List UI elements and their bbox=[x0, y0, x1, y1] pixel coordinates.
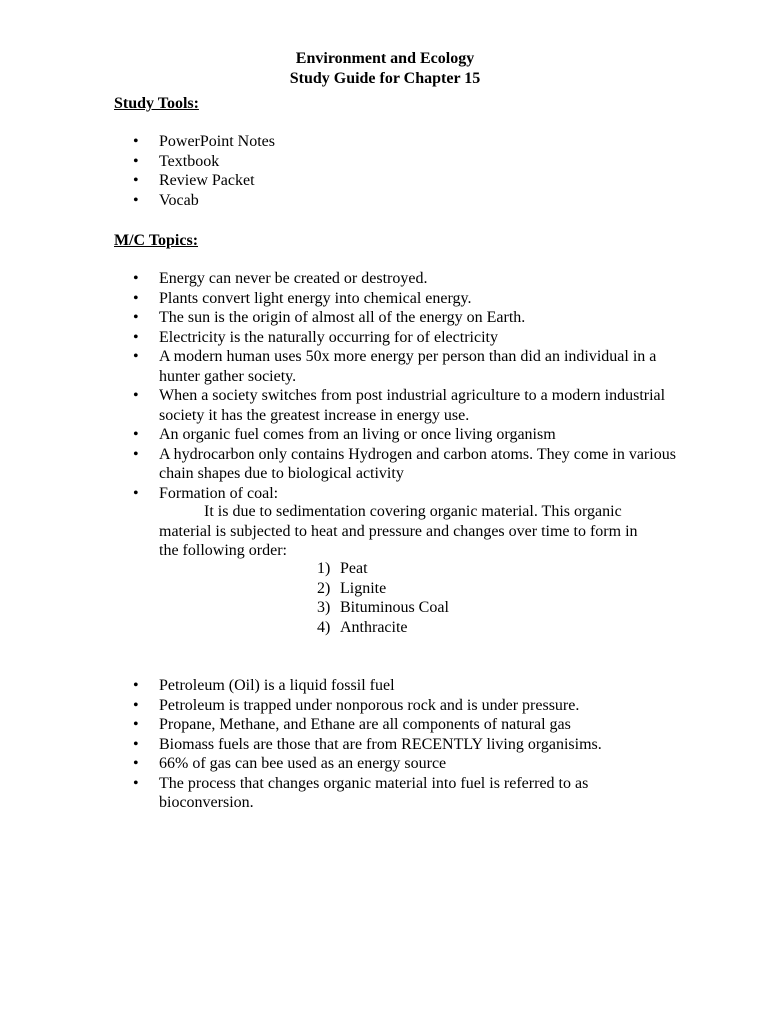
mc-topics-list-a bbox=[0, 269, 679, 503]
list-item-text: Energy can never be created or destroyed. bbox=[159, 270, 428, 287]
list-item bbox=[0, 676, 679, 696]
coal-stage-label: Anthracite bbox=[340, 618, 408, 636]
coal-formation-paragraph bbox=[159, 502, 659, 561]
list-item bbox=[0, 754, 679, 774]
bullet-icon: • bbox=[133, 484, 139, 502]
coal-stage-number: 3) bbox=[317, 599, 331, 616]
list-item-text: Vocab bbox=[159, 191, 199, 209]
list-item-text: A hydrocarbon only contains Hydrogen and carbon atoms. They come in various chain shapes due to biological activity bbox=[159, 445, 676, 482]
list-item bbox=[0, 269, 679, 289]
bullet-icon: • bbox=[133, 152, 139, 170]
list-item-text: Petroleum (Oil) is a liquid fossil fuel bbox=[159, 677, 395, 694]
coal-stage-label: Bituminous Coal bbox=[340, 599, 449, 616]
bullet-icon: • bbox=[133, 445, 139, 463]
coal-stage-number: 2) bbox=[317, 579, 331, 597]
list-item-text: Petroleum is trapped under nonporous rock and is under pressure. bbox=[159, 696, 580, 714]
bullet-icon: • bbox=[133, 270, 139, 287]
list-item bbox=[0, 152, 679, 172]
list-item bbox=[0, 715, 679, 735]
list-item bbox=[0, 445, 679, 484]
list-item-text: A modern human uses 50x more energy per person than did an individual in a hunter gather society. bbox=[159, 348, 657, 385]
bullet-icon: • bbox=[133, 191, 139, 209]
list-item bbox=[0, 774, 679, 813]
list-item-text: Electricity is the naturally occurring for of electricity bbox=[159, 328, 498, 346]
coal-stage-number: 1) bbox=[317, 560, 331, 577]
list-item bbox=[0, 289, 679, 309]
list-item-text: 66% of gas can bee used as an energy source bbox=[159, 755, 447, 772]
coal-stage-label: Peat bbox=[340, 560, 368, 577]
coal-order-list bbox=[0, 559, 449, 637]
coal-stage-item bbox=[0, 579, 449, 599]
list-item-text: Plants convert light energy into chemical energy. bbox=[159, 289, 472, 307]
list-item bbox=[0, 484, 679, 504]
list-item bbox=[0, 386, 679, 425]
bullet-icon: • bbox=[133, 172, 139, 189]
list-item bbox=[0, 328, 679, 348]
bullet-icon: • bbox=[133, 309, 139, 326]
document-title-line2: Study Guide for Chapter 15 bbox=[289, 70, 481, 87]
list-item-text: The process that changes organic material into fuel is referred to as bioconversion. bbox=[159, 774, 589, 811]
list-item bbox=[0, 735, 679, 755]
bullet-icon: • bbox=[133, 348, 139, 365]
list-item-text: An organic fuel comes from an living or once living organism bbox=[159, 426, 556, 443]
list-item bbox=[0, 191, 679, 211]
list-item-text: Propane, Methane, and Ethane are all components of natural gas bbox=[159, 716, 571, 733]
list-item-text: Biomass fuels are those that are from RECENTLY living organisims. bbox=[159, 735, 602, 753]
study-tools-heading: Study Tools: bbox=[114, 95, 199, 112]
coal-stage-label: Lignite bbox=[340, 579, 387, 597]
list-item bbox=[0, 696, 679, 716]
bullet-icon: • bbox=[133, 387, 139, 404]
coal-stage-item bbox=[0, 559, 449, 579]
list-item-text: Formation of coal: bbox=[159, 484, 279, 502]
bullet-icon: • bbox=[133, 716, 139, 733]
bullet-icon: • bbox=[133, 289, 139, 307]
list-item bbox=[0, 171, 679, 191]
list-item-text: The sun is the origin of almost all of the energy on Earth. bbox=[159, 309, 526, 326]
coal-stage-item bbox=[0, 598, 449, 618]
mc-topics-list-b bbox=[0, 676, 679, 813]
coal-stage-item bbox=[0, 618, 449, 638]
list-item-text: When a society switches from post industrial agriculture to a modern industrial society it has the greatest increase in energy use. bbox=[159, 387, 666, 424]
coal-stage-number: 4) bbox=[317, 618, 331, 636]
list-item bbox=[0, 347, 679, 386]
bullet-icon: • bbox=[133, 696, 139, 714]
document-title-line1: Environment and Ecology bbox=[295, 50, 475, 67]
bullet-icon: • bbox=[133, 735, 139, 753]
study-tools-list bbox=[0, 132, 679, 210]
bullet-icon: • bbox=[133, 755, 139, 772]
bullet-icon: • bbox=[133, 426, 139, 443]
bullet-icon: • bbox=[133, 774, 139, 792]
list-item-text: Review Packet bbox=[159, 172, 255, 189]
list-item-text: Textbook bbox=[159, 152, 220, 170]
bullet-icon: • bbox=[133, 328, 139, 346]
list-item bbox=[0, 308, 679, 328]
coal-formation-text: It is due to sedimentation covering organic material. This organic material is subjected to heat and pressure and changes over time to form in the following order: bbox=[159, 503, 638, 559]
bullet-icon: • bbox=[133, 133, 139, 150]
mc-topics-heading: M/C Topics: bbox=[114, 232, 199, 249]
bullet-icon: • bbox=[133, 677, 139, 694]
list-item-text: PowerPoint Notes bbox=[159, 133, 275, 150]
list-item bbox=[0, 425, 679, 445]
list-item bbox=[0, 132, 679, 152]
